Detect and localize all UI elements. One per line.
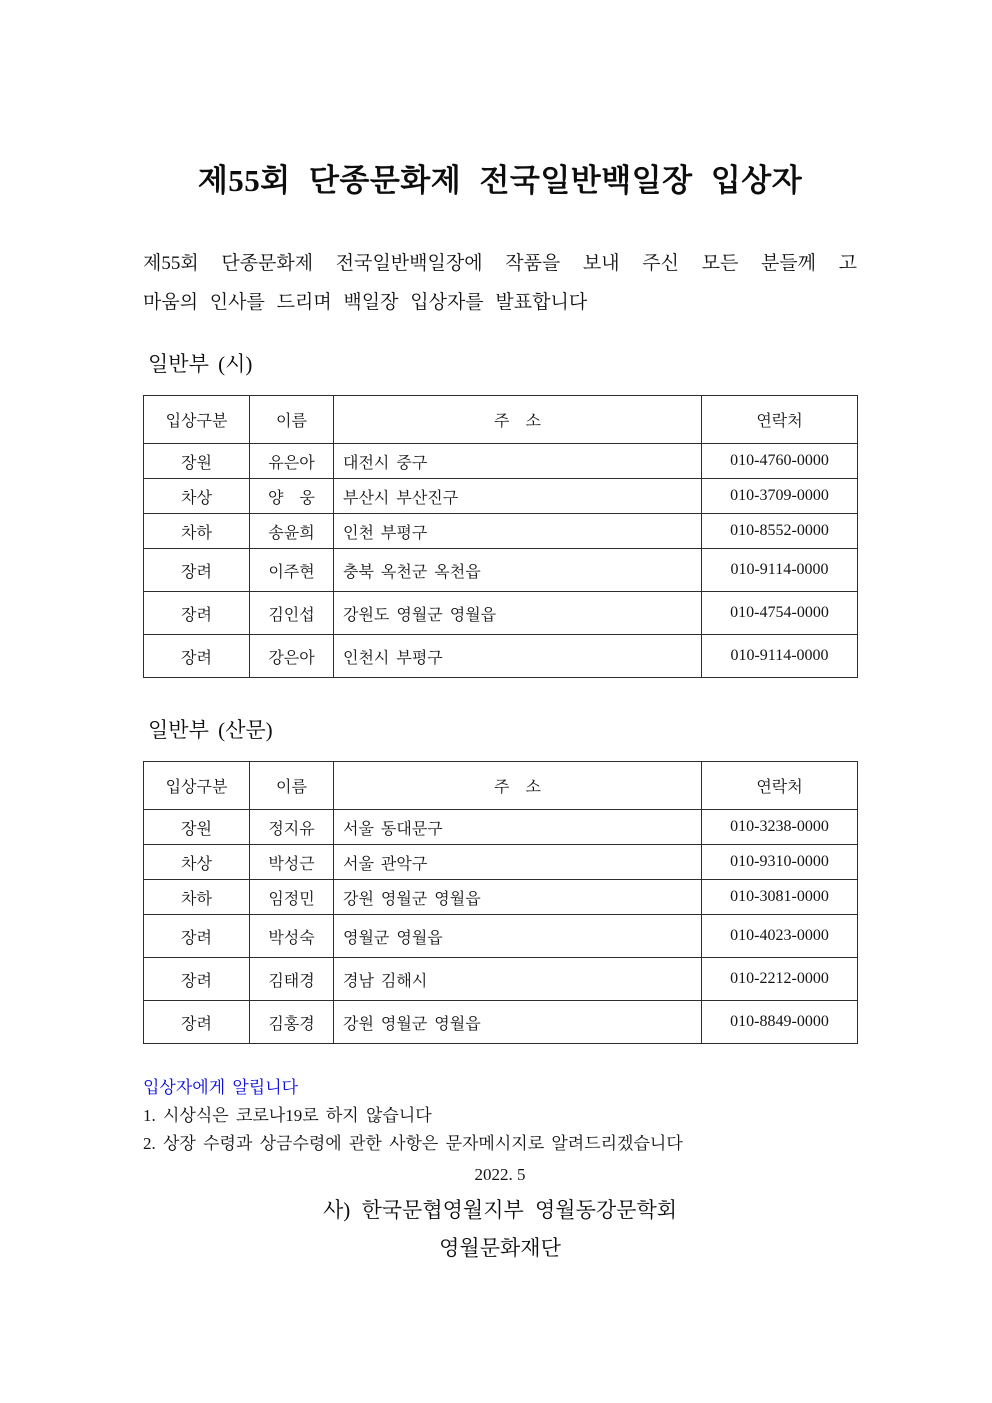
rank-cell: 장려: [144, 915, 250, 958]
winner-notice: [143, 1074, 857, 1158]
phone-cell: 010-9114-0000: [702, 635, 858, 678]
name-cell: 김홍경: [250, 1001, 334, 1044]
column-header: 주 소: [334, 762, 702, 810]
address-cell: 영월군 영월읍: [334, 915, 702, 958]
column-header: 입상구분: [144, 396, 250, 444]
rank-cell: 차하: [144, 514, 250, 549]
rank-cell: 장원: [144, 810, 250, 845]
address-cell: 인천시 부평구: [334, 635, 702, 678]
notice-item-2: 2. 상장 수령과 상금수령에 관한 사항은 문자메시지로 알려드리겠습니다: [143, 1134, 683, 1153]
rank-cell: 장려: [144, 958, 250, 1001]
address-cell: 인천 부평구: [334, 514, 702, 549]
address-cell: 서울 동대문구: [334, 810, 702, 845]
organization-block: [143, 1191, 857, 1267]
rank-cell: 차상: [144, 845, 250, 880]
name-cell: 이주현: [250, 549, 334, 592]
intro-line-2: 마움의 인사를 드리며 백일장 입상자를 발표합니다: [143, 292, 588, 313]
name-cell: 박성근: [250, 845, 334, 880]
organization-line-1: 사) 한국문협영월지부 영월동강문학회: [322, 1198, 678, 1222]
address-cell: 경남 김해시: [334, 958, 702, 1001]
table-row: [144, 1001, 858, 1044]
table-row: [144, 444, 858, 479]
table-row: [144, 549, 858, 592]
column-header: 연락처: [702, 396, 858, 444]
phone-cell: 010-2212-0000: [702, 958, 858, 1001]
address-cell: 대전시 중구: [334, 444, 702, 479]
phone-cell: 010-4754-0000: [702, 592, 858, 635]
rank-cell: 장원: [144, 444, 250, 479]
winners-table-poetry: [143, 395, 858, 678]
phone-cell: 010-4023-0000: [702, 915, 858, 958]
table-row: [144, 479, 858, 514]
table-row: [144, 845, 858, 880]
name-cell: 박성숙: [250, 915, 334, 958]
table-header-row: [144, 762, 858, 810]
table-header-row: [144, 396, 858, 444]
phone-cell: 010-3081-0000: [702, 880, 858, 915]
table-row: [144, 958, 858, 1001]
address-cell: 강원 영월군 영월읍: [334, 1001, 702, 1044]
winners-table-prose: [143, 761, 858, 1044]
section-poetry: [143, 348, 857, 678]
rank-cell: 장려: [144, 1001, 250, 1044]
phone-cell: 010-8552-0000: [702, 514, 858, 549]
address-cell: 충북 옥천군 옥천읍: [334, 549, 702, 592]
name-cell: 양 웅: [250, 479, 334, 514]
address-cell: 강원 영월군 영월읍: [334, 880, 702, 915]
name-cell: 정지유: [250, 810, 334, 845]
phone-cell: 010-4760-0000: [702, 444, 858, 479]
phone-cell: 010-3238-0000: [702, 810, 858, 845]
column-header: 이름: [250, 762, 334, 810]
rank-cell: 장려: [144, 549, 250, 592]
organization-line-2: 영월문화재단: [439, 1236, 561, 1260]
section-prose: [143, 714, 857, 1044]
notice-heading: 입상자에게 알립니다: [143, 1078, 299, 1097]
name-cell: 김태경: [250, 958, 334, 1001]
phone-cell: 010-9114-0000: [702, 549, 858, 592]
rank-cell: 차상: [144, 479, 250, 514]
rank-cell: 장려: [144, 592, 250, 635]
document-date: 2022. 5: [474, 1165, 526, 1184]
name-cell: 송윤희: [250, 514, 334, 549]
rank-cell: 장려: [144, 635, 250, 678]
column-header: 입상구분: [144, 762, 250, 810]
notice-item-1: 1. 시상식은 코로나19로 하지 않습니다: [143, 1106, 432, 1125]
name-cell: 유은아: [250, 444, 334, 479]
table-row: [144, 635, 858, 678]
address-cell: 부산시 부산진구: [334, 479, 702, 514]
page-title: 제55회 단종문화제 전국일반백일장 입상자: [197, 163, 803, 198]
table-row: [144, 915, 858, 958]
phone-cell: 010-9310-0000: [702, 845, 858, 880]
table-row: [144, 514, 858, 549]
phone-cell: 010-8849-0000: [702, 1001, 858, 1044]
name-cell: 김인섭: [250, 592, 334, 635]
column-header: 이름: [250, 396, 334, 444]
phone-cell: 010-3709-0000: [702, 479, 858, 514]
section-title-poetry: 일반부 (시): [148, 352, 253, 376]
table-row: [144, 810, 858, 845]
name-cell: 강은아: [250, 635, 334, 678]
address-cell: 서울 관악구: [334, 845, 702, 880]
intro-line-1: 제55회 단종문화제 전국일반백일장에 작품을 보내 주신 모든 분들께 고: [143, 253, 857, 274]
rank-cell: 차하: [144, 880, 250, 915]
column-header: 주 소: [334, 396, 702, 444]
intro-paragraph: [143, 244, 857, 322]
table-row: [144, 592, 858, 635]
name-cell: 임정민: [250, 880, 334, 915]
address-cell: 강원도 영월군 영월읍: [334, 592, 702, 635]
section-title-prose: 일반부 (산문): [148, 718, 273, 742]
column-header: 연락처: [702, 762, 858, 810]
table-row: [144, 880, 858, 915]
